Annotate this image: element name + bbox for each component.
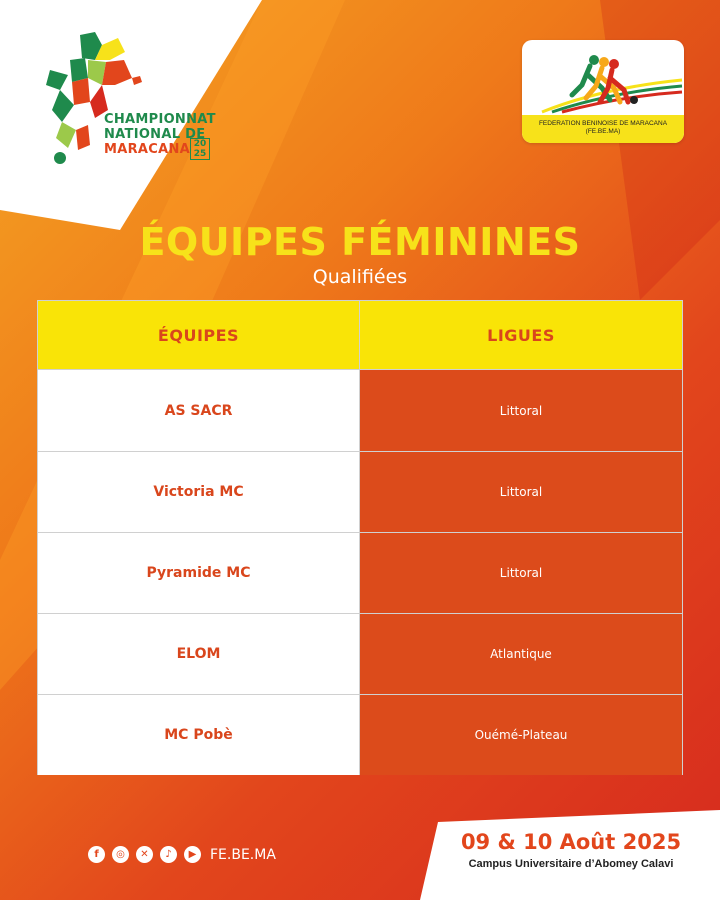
column-header-teams: ÉQUIPES [38, 301, 360, 369]
social-links [88, 846, 276, 863]
logo-year-bottom: 25 [193, 149, 207, 159]
table-row [38, 613, 682, 694]
youtube-icon[interactable]: ▶ [184, 846, 201, 863]
instagram-icon[interactable]: ◎ [112, 846, 129, 863]
logo-line-2: NATIONAL DE [104, 127, 206, 142]
league-cell: Littoral [360, 452, 682, 532]
table-row [38, 369, 682, 451]
social-handle[interactable]: FE.BE.MA [210, 846, 276, 863]
championship-logo [40, 30, 215, 180]
team-cell: MC Pobè [38, 695, 360, 775]
league-cell: Littoral [360, 370, 682, 451]
league-cell: Atlantique [360, 614, 682, 694]
logo-line-1: CHAMPIONNAT [104, 112, 216, 127]
team-cell: ELOM [38, 614, 360, 694]
player-silhouette-icon [40, 30, 215, 180]
page-subtitle: Qualifiées [312, 266, 408, 288]
table-row [38, 532, 682, 613]
column-header-leagues: LIGUES [360, 301, 682, 369]
federation-name: FEDERATION BENINOISE DE MARACANA [538, 120, 668, 127]
players-logo-icon [522, 40, 684, 115]
table-row [38, 694, 682, 775]
facebook-icon[interactable]: f [88, 846, 105, 863]
logo-year [190, 138, 210, 160]
page-title: ÉQUIPES FÉMININES [139, 220, 581, 264]
logo-year-top: 20 [193, 139, 207, 149]
federation-name-band [522, 115, 684, 143]
team-cell: Pyramide MC [38, 533, 360, 613]
team-cell: AS SACR [38, 370, 360, 451]
table-row [38, 451, 682, 532]
league-cell: Ouémé-Plateau [360, 695, 682, 775]
tiktok-icon[interactable]: ♪ [160, 846, 177, 863]
event-venue: Campus Universitaire d’Abomey Calavi [468, 858, 674, 870]
league-cell: Littoral [360, 533, 682, 613]
event-date: 09 & 10 Août 2025 [460, 830, 682, 854]
team-cell: Victoria MC [38, 452, 360, 532]
qualified-teams-table [37, 300, 683, 775]
logo-line-3: MARACANA [104, 142, 191, 157]
table-header [38, 301, 682, 369]
federation-logo-card [522, 40, 684, 143]
federation-abbr: (FE.BE.MA) [585, 128, 621, 135]
x-icon[interactable]: ✕ [136, 846, 153, 863]
